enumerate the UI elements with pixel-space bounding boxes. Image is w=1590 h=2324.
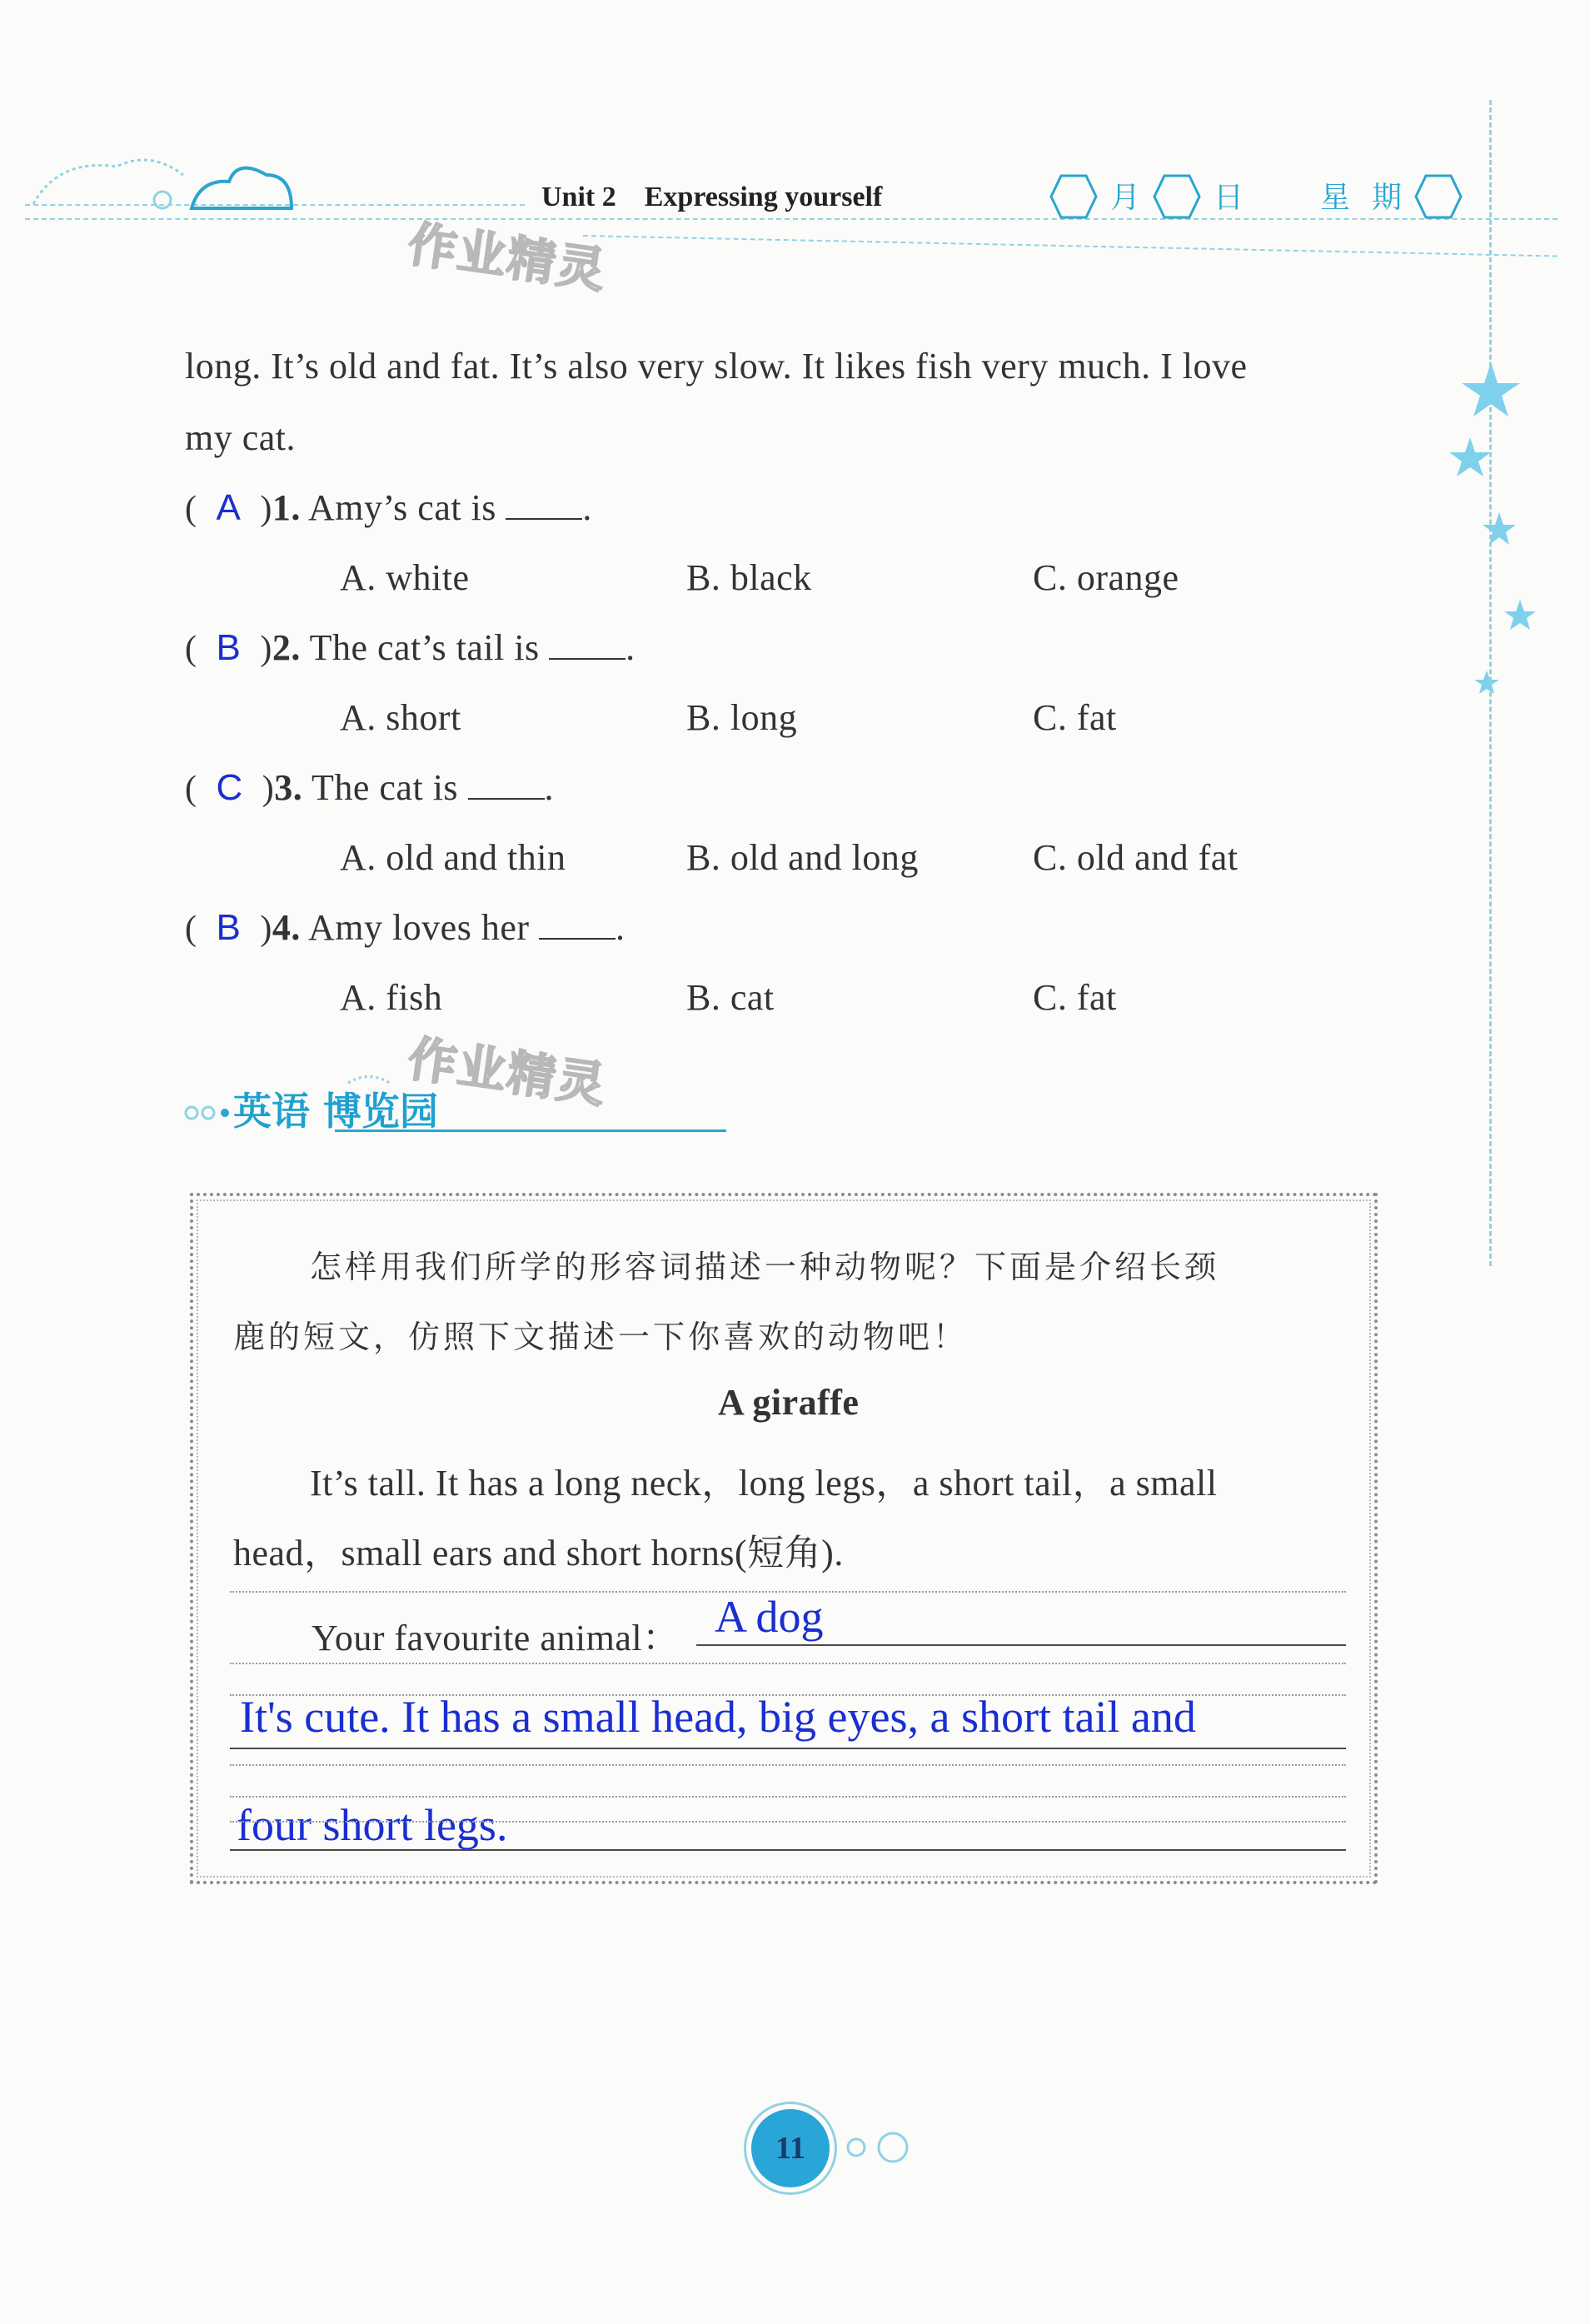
answer-3: C xyxy=(216,767,243,808)
dotted-rule xyxy=(230,1764,1346,1766)
q3-option-a: A. old and thin xyxy=(340,837,566,878)
answer-underline xyxy=(696,1644,1346,1646)
q4-option-b: B. cat xyxy=(686,977,775,1018)
description-answer-line-1[interactable]: It's cute. It has a small head, big eyes, a short tail and xyxy=(240,1692,1196,1742)
passage-line-1: long. It’s old and fat. It’s also very slow. It likes fish very much. I love xyxy=(185,346,1248,387)
q4-option-c: C. fat xyxy=(1033,977,1117,1018)
example-line-1: It’s tall. It has a long neck，long legs，a short tail，a small xyxy=(310,1463,1218,1504)
watermark-top: 作业精灵 xyxy=(404,215,611,300)
section-title: 英语 博览园 xyxy=(233,1089,439,1134)
q3-option-b: B. old and long xyxy=(686,837,919,878)
writing-line xyxy=(230,1748,1346,1749)
bubbles-decoration-icon xyxy=(841,2129,916,2171)
answer-4: B xyxy=(216,907,242,948)
question-3: ( C )3. The cat is . xyxy=(185,767,555,808)
section-title-underline xyxy=(335,1130,726,1132)
unit-label: Unit 2 xyxy=(541,182,616,212)
q3-option-c: C. old and fat xyxy=(1033,837,1239,878)
answer-2: B xyxy=(216,627,242,668)
question-4-stem: Amy loves her xyxy=(307,907,530,948)
question-2-stem: The cat’s tail is xyxy=(309,627,540,668)
question-2: ( B )2. The cat’s tail is . xyxy=(185,627,636,668)
q2-option-a: A. short xyxy=(340,697,461,738)
answer-1: A xyxy=(216,487,242,528)
answer-blank xyxy=(468,771,545,800)
question-1-stem: Amy’s cat is xyxy=(307,487,496,528)
favourite-animal-answer[interactable]: A dog xyxy=(715,1592,824,1642)
dotted-rule xyxy=(230,1796,1346,1798)
question-4: ( B )4. Amy loves her . xyxy=(185,907,626,948)
q2-option-b: B. long xyxy=(686,697,798,738)
box-intro-line-2: 鹿的短文，仿照下文描述一下你喜欢的动物吧！ xyxy=(233,1319,969,1355)
q4-option-a: A. fish xyxy=(340,977,443,1018)
q1-option-c: C. orange xyxy=(1033,557,1179,598)
week-label-a: 星 xyxy=(1319,181,1350,215)
answer-blank xyxy=(506,491,582,520)
day-box-icon xyxy=(1153,173,1201,220)
box-intro-line-1: 怎样用我们所学的形容词描述一种动物呢？下面是介绍长颈 xyxy=(310,1249,1220,1285)
description-answer-line-2[interactable]: four short legs. xyxy=(237,1800,508,1850)
passage-line-2: my cat. xyxy=(185,417,297,458)
example-line-2: head，small ears and short horns(短角). xyxy=(233,1533,844,1573)
month-label: 月 xyxy=(1109,181,1140,215)
watermark-middle: 作业精灵 xyxy=(404,1030,611,1115)
q1-option-a: A. white xyxy=(340,557,470,598)
question-1: ( A )1. Amy’s cat is . xyxy=(185,487,592,528)
writing-line xyxy=(230,1849,1346,1851)
day-label: 日 xyxy=(1213,181,1244,215)
stars-decoration-icon xyxy=(1449,358,1549,708)
dotted-rule xyxy=(230,1663,1346,1664)
page-number: 11 xyxy=(775,2131,805,2166)
unit-title: Expressing yourself xyxy=(644,182,883,212)
dotted-rule xyxy=(230,1821,1346,1823)
example-title: A giraffe xyxy=(718,1382,860,1423)
month-box-icon xyxy=(1049,173,1098,220)
cloud-decoration-icon xyxy=(25,142,300,217)
header-dotted-line-slant xyxy=(583,235,1558,257)
weekday-box-icon xyxy=(1414,173,1463,220)
q1-option-b: B. black xyxy=(686,557,812,598)
question-3-stem: The cat is xyxy=(312,767,459,808)
week-label-b: 期 xyxy=(1371,181,1402,215)
favourite-animal-prompt: Your favourite animal： xyxy=(312,1618,680,1658)
header-title xyxy=(541,182,910,213)
answer-blank xyxy=(539,911,616,940)
answer-blank xyxy=(549,631,626,660)
q2-option-c: C. fat xyxy=(1033,697,1117,738)
